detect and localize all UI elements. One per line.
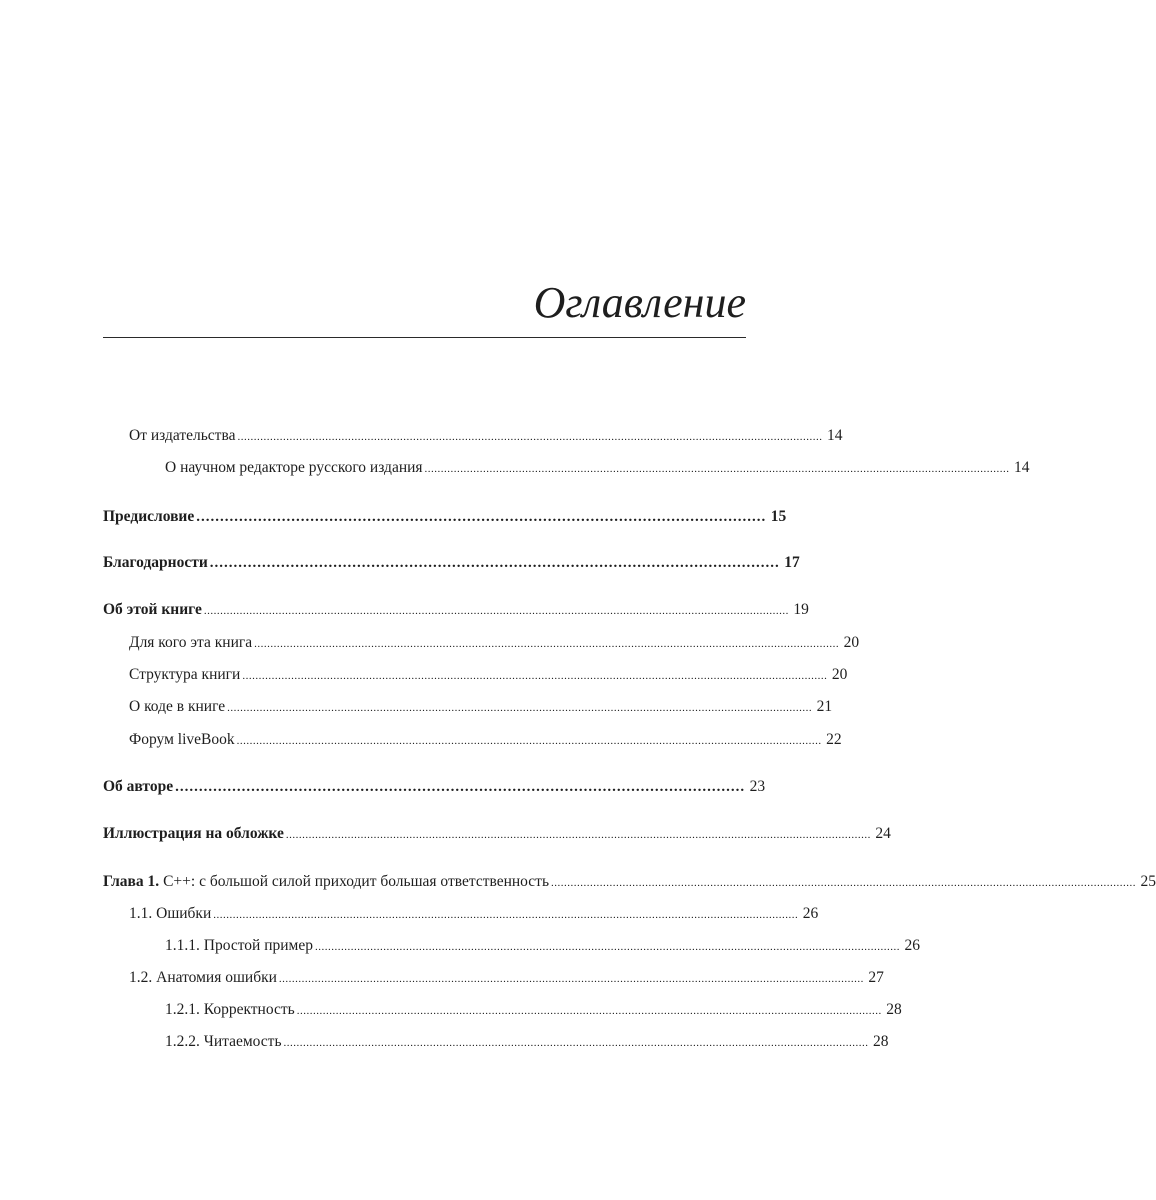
dot-leader: ........................................................................................................................ bbox=[209, 555, 780, 571]
dot-leader: .................................................................................................................................................................................... bbox=[237, 431, 823, 443]
toc-entry-label: Иллюстрация на обложке bbox=[103, 825, 284, 842]
toc-entry-code[interactable] bbox=[103, 696, 833, 718]
toc-entry-label: От издательства bbox=[129, 427, 236, 444]
toc-entry-label: Предисловие bbox=[103, 508, 195, 525]
toc-entry-forum[interactable] bbox=[103, 729, 842, 751]
toc-page-number: 20 bbox=[843, 634, 860, 651]
toc-page-number: 25 bbox=[1140, 873, 1156, 890]
toc-page-number: 20 bbox=[831, 666, 848, 683]
toc-entry-about-book[interactable] bbox=[103, 599, 809, 621]
toc-entry-structure[interactable] bbox=[103, 664, 848, 686]
table-of-contents bbox=[103, 0, 1156, 1200]
toc-entry-label: 1.2.1. Корректность bbox=[165, 1001, 295, 1018]
dot-leader: .................................................................................................................................................................................... bbox=[278, 973, 864, 985]
toc-entry-about-author[interactable] bbox=[103, 776, 766, 798]
toc-page-number: 26 bbox=[904, 937, 920, 954]
toc-entry-label: Благодарности bbox=[103, 554, 208, 571]
toc-entry-label: 1.1. Ошибки bbox=[129, 905, 212, 922]
toc-page-number: 28 bbox=[886, 1001, 902, 1018]
dot-leader: .................................................................................................................................................................................... bbox=[236, 735, 822, 747]
toc-entry-label: Об авторе bbox=[103, 778, 174, 795]
dot-leader: .................................................................................................................................................................................... bbox=[213, 909, 799, 921]
toc-entry-acknowledgements[interactable] bbox=[103, 552, 800, 574]
toc-entry-1-2-2[interactable] bbox=[103, 1031, 889, 1053]
toc-page-number: 15 bbox=[770, 508, 787, 525]
toc-entry-label bbox=[103, 871, 549, 893]
toc-page-number: 26 bbox=[802, 905, 819, 922]
toc-entry-1-1-1[interactable] bbox=[103, 935, 920, 957]
chapter-number: Глава 1. bbox=[103, 873, 160, 890]
toc-entry-label: Форум liveBook bbox=[129, 731, 235, 748]
toc-entry-scientific-editor[interactable] bbox=[103, 457, 1030, 479]
toc-page-number: 27 bbox=[868, 969, 884, 986]
dot-leader: .................................................................................................................................................................................... bbox=[424, 463, 1010, 475]
dot-leader: .................................................................................................................................................................................... bbox=[296, 1005, 882, 1017]
toc-page-number: 19 bbox=[793, 601, 809, 618]
toc-page-number: 21 bbox=[816, 698, 833, 715]
dot-leader: .................................................................................................................................................................................... bbox=[285, 829, 871, 841]
dot-leader: .................................................................................................................................................................................... bbox=[227, 702, 813, 714]
chapter-title: C++: с большой силой приходит большая ответственность bbox=[163, 873, 550, 890]
toc-entry-label: О научном редакторе русского издания bbox=[165, 459, 423, 476]
toc-page-number: 17 bbox=[784, 554, 800, 571]
page-title: Оглавление bbox=[533, 278, 746, 327]
dot-leader: .................................................................................................................................................................................... bbox=[283, 1037, 869, 1049]
toc-entry-label: Структура книги bbox=[129, 666, 241, 683]
toc-entry-label: 1.1.1. Простой пример bbox=[165, 937, 313, 954]
dot-leader: .................................................................................................................................................................................... bbox=[551, 877, 1137, 889]
toc-entry-audience[interactable] bbox=[103, 632, 860, 654]
dot-leader: .................................................................................................................................................................................... bbox=[242, 670, 828, 682]
toc-page-number: 23 bbox=[749, 778, 766, 795]
dot-leader: .................................................................................................................................................................................... bbox=[254, 638, 840, 650]
toc-entry-label: Для кого эта книга bbox=[129, 634, 253, 651]
toc-entry-from-publisher[interactable] bbox=[103, 425, 843, 447]
toc-entry-chapter-1[interactable] bbox=[103, 871, 1156, 893]
toc-entry-label: 1.2.2. Читаемость bbox=[165, 1033, 282, 1050]
toc-entry-1-2-1[interactable] bbox=[103, 999, 902, 1021]
toc-page-number: 28 bbox=[873, 1033, 889, 1050]
toc-entry-1-1[interactable] bbox=[103, 903, 819, 925]
toc-entry-label: 1.2. Анатомия ошибки bbox=[129, 969, 277, 986]
toc-entry-preface[interactable] bbox=[103, 506, 787, 528]
toc-page-number: 14 bbox=[826, 427, 843, 444]
toc-entry-cover-illustration[interactable] bbox=[103, 823, 891, 845]
toc-page-number: 22 bbox=[826, 731, 842, 748]
dot-leader: .................................................................................................................................................................................... bbox=[314, 941, 900, 953]
toc-entry-label: Об этой книге bbox=[103, 601, 202, 618]
dot-leader: .................................................................................................................................................................................... bbox=[203, 605, 789, 617]
toc-page-number: 24 bbox=[875, 825, 891, 842]
dot-leader: ........................................................................................................................ bbox=[196, 509, 767, 525]
dot-leader: ........................................................................................................................ bbox=[175, 779, 746, 795]
toc-entry-1-2[interactable] bbox=[103, 967, 884, 989]
toc-entry-label: О коде в книге bbox=[129, 698, 226, 715]
toc-page-number: 14 bbox=[1014, 459, 1030, 476]
